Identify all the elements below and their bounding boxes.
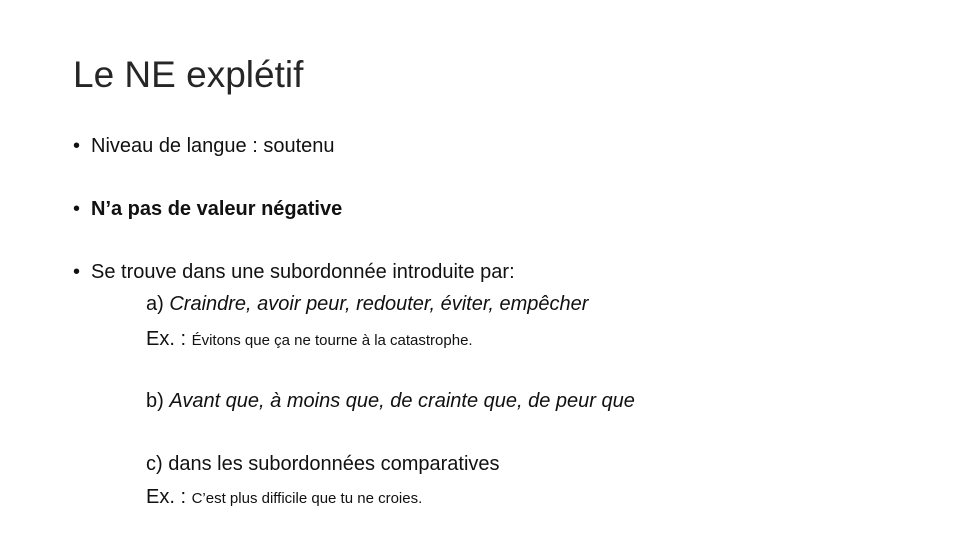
bullet-subordonnee	[73, 260, 515, 284]
example-label: Ex. :	[146, 328, 192, 350]
item-a	[146, 292, 588, 316]
example-text: C’est plus difficile que tu ne croies.	[191, 490, 423, 507]
item-b-text: Avant que, à moins que, de crainte que, de peur que	[169, 390, 635, 412]
item-b	[146, 389, 635, 413]
item-b-prefix: b)	[146, 390, 170, 412]
slide-title: Le NE explétif	[73, 54, 304, 95]
example-text: Évitons que ça ne tourne à la catastrophe.	[191, 332, 473, 349]
item-a-text: Craindre, avoir peur, redouter, éviter, empêcher	[169, 293, 589, 315]
bullet-marker: •	[73, 135, 81, 157]
item-a-example	[146, 327, 473, 351]
bullet-niveau-de-langue	[73, 134, 335, 158]
bullet-text: Niveau de langue : soutenu	[91, 135, 335, 157]
bullet-valeur-negative	[73, 197, 342, 221]
bullet-text: Se trouve dans une subordonnée introduite par:	[91, 261, 515, 283]
bullet-marker: •	[73, 261, 81, 283]
example-label: Ex. :	[146, 486, 192, 508]
bullet-marker: •	[73, 198, 81, 220]
bullet-text: N’a pas de valeur négative	[91, 198, 343, 220]
item-c-text: c) dans les subordonnées comparatives	[146, 453, 500, 475]
item-a-prefix: a)	[146, 293, 170, 315]
item-c	[146, 452, 500, 476]
item-c-example	[146, 485, 422, 509]
